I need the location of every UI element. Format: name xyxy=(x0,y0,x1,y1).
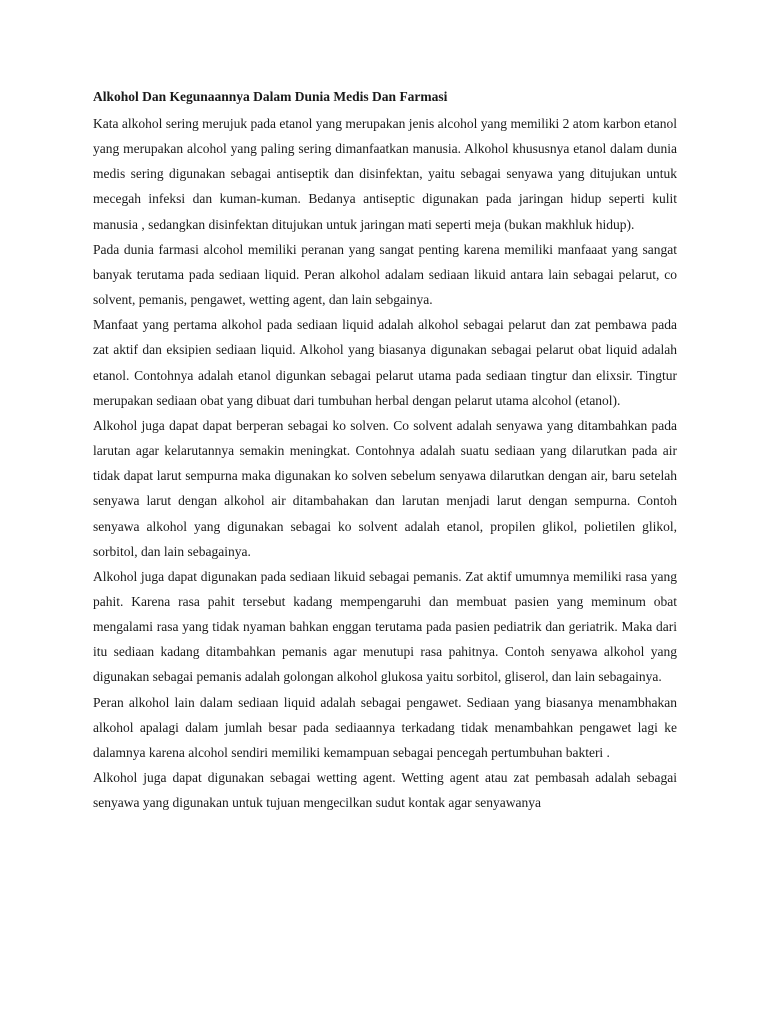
paragraph-1: Kata alkohol sering merujuk pada etanol yang merupakan jenis alcohol yang memiliki 2 atom karbon etanol yang merupakan alcohol yang paling sering dimanfaatkan manusia. Alkohol khususnya etanol dalam dunia medis sering digunakan sebagai antiseptik dan disinfektan, yaitu sebagai senyawa yang ditujukan untuk mecegah infeksi dan kuman-kuman. Bedanya antiseptic digunakan pada jaringan hidup seperti kulit manusia , sedangkan disinfektan ditujukan untuk jaringan mati seperti meja (bukan makhluk hidup). xyxy=(93,116,677,232)
paragraph-3: Manfaat yang pertama alkohol pada sediaan liquid adalah alkohol sebagai pelarut dan zat pembawa pada zat aktif dan eksipien sediaan liquid. Alkohol yang biasanya digunakan sebagai pelarut obat liquid adalah etanol. Contohnya adalah etanol digunkan sebagai pelarut utama pada sediaan tingtur dan elixsir. Tingtur merupakan sediaan obat yang dibuat dari tumbuhan herbal dengan pelarut utama alcohol (etanol). xyxy=(93,317,677,408)
paragraph-4: Alkohol juga dapat dapat berperan sebagai ko solven. Co solvent adalah senyawa yang ditambahkan pada larutan agar kelarutannya semakin meningkat. Contohnya adalah suatu sediaan yang dilarutkan pada air tidak dapat larut sempurna maka digunakan ko solven sebelum senyawa dilarutkan dengan air, baru setelah senyawa larut dengan alkohol air ditambahakan dan larutan menjadi larut dengan sempurna. Contoh senyawa alkohol yang digunakan sebagai ko solvent adalah etanol, propilen glikol, polietilen glikol, sorbitol, dan lain sebagainya. xyxy=(93,417,677,559)
paragraph-5: Alkohol juga dapat digunakan pada sediaan likuid sebagai pemanis. Zat aktif umumnya memiliki rasa yang pahit. Karena rasa pahit tersebut kadang mempengaruhi dan membuat pasien yang meminum obat mengalami rasa yang tidak nyaman bahkan enggan terutama pada pasien pediatrik dan geriatrik. Maka dari itu sediaan kadang ditambahkan pemanis agar menutupi rasa pahitnya. Contoh senyawa alkohol yang digunakan sebagai pemanis adalah golongan alkohol glukosa yaitu sorbitol, gliserol, dan lain sebagainya. xyxy=(93,568,677,685)
paragraph-7: Alkohol juga dapat digunakan sebagai wetting agent. Wetting agent atau zat pembasah adalah sebagai senyawa yang digunakan untuk tujuan mengecilkan sudut kontak agar senyawanya xyxy=(93,770,677,811)
paragraph-6: Peran alkohol lain dalam sediaan liquid adalah sebagai pengawet. Sediaan yang biasanya menambhakan alkohol apalagi dalam jumlah besar pada sediaannya terkadang tidak menambahkan pengawet lagi ke dalamnya karena alcohol sendiri memiliki kemampuan sebagai pencegah pertumbuhan bakteri . xyxy=(93,694,677,760)
document-title: Alkohol Dan Kegunaannya Dalam Dunia Medis Dan Farmasi xyxy=(93,89,448,104)
paragraph-2: Pada dunia farmasi alcohol memiliki peranan yang sangat penting karena memiliki manfaaat yang sangat banyak terutama pada sediaan liquid. Peran alkohol adalam sediaan likuid antara lain sebagai pelarut, co solvent, pemanis, pengawet, wetting agent, dan lain sebgainya. xyxy=(93,241,677,308)
